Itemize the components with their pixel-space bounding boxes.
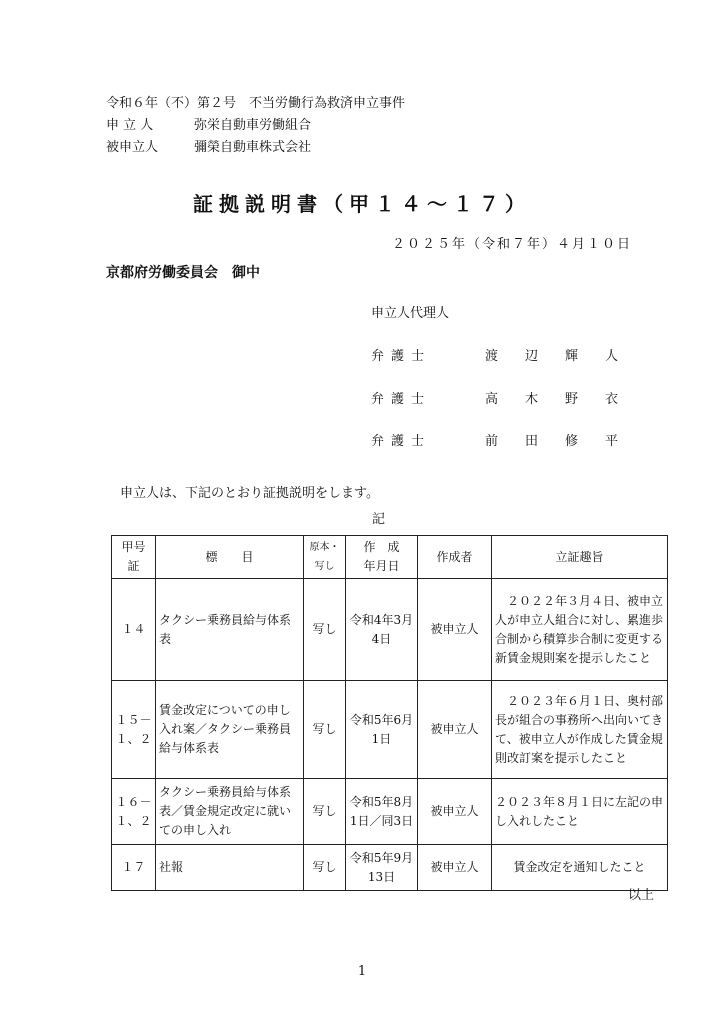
- document-date: ２０２５年（令和７年）４月１０日: [391, 237, 632, 252]
- lawyer-name-char: 修: [565, 434, 579, 449]
- lawyer-name-char: 輝: [565, 349, 579, 364]
- case-title: 令和６年（不）第２号 不当労働行為救済申立事件: [106, 96, 406, 111]
- respondent-name: 彌榮自動車株式会社: [194, 140, 312, 155]
- evidence-title: タクシー乗務員給与体系表／賃金規定改定に就いての申し入れ: [156, 779, 304, 845]
- evidence-table: [111, 535, 668, 891]
- table-row: [112, 779, 668, 845]
- evidence-date: 令和5年8月1日／同3日: [346, 779, 418, 845]
- table-row: [112, 579, 668, 681]
- header-purpose: 立証趣旨: [492, 536, 668, 579]
- header-original: 原本・ 写し: [304, 536, 346, 579]
- lawyer-name-char: 衣: [605, 392, 619, 407]
- evidence-original: 写し: [304, 779, 346, 845]
- petitioner-name: 弥栄自動車労働組合: [194, 118, 312, 133]
- evidence-author: 被申立人: [418, 579, 492, 681]
- closing: 以上: [627, 888, 654, 903]
- lawyer-name-char: 野: [565, 392, 579, 407]
- lawyer-name-char: 辺: [525, 349, 539, 364]
- lawyer-name-char: 田: [525, 434, 539, 449]
- document-title: 証拠説明書（甲１４～１７）: [193, 192, 531, 216]
- lawyer-row: [371, 430, 645, 449]
- header-title: 標 目: [156, 536, 304, 579]
- petitioner-line: [106, 114, 311, 133]
- lawyer-name-char: 前: [485, 434, 499, 449]
- statement: 申立人は、下記のとおり証拠説明をします。: [120, 486, 379, 501]
- evidence-purpose: 賃金改定を通知したこと: [492, 845, 668, 891]
- evidence-date: 令和5年9月13日: [346, 845, 418, 891]
- header-evidence-no: 甲号 証: [112, 536, 156, 579]
- evidence-author: 被申立人: [418, 779, 492, 845]
- evidence-title: 賃金改定についての申し入れ案／タクシー乗務員給与体系表: [156, 681, 304, 779]
- lawyer-name-char: 渡: [485, 349, 499, 364]
- lawyer-row: [371, 388, 645, 407]
- evidence-title: タクシー乗務員給与体系表: [156, 579, 304, 681]
- evidence-title: 社報: [156, 845, 304, 891]
- petitioner-label: 申 立 人: [106, 118, 154, 133]
- table-row: [112, 681, 668, 779]
- evidence-original: 写し: [304, 681, 346, 779]
- evidence-original: 写し: [304, 845, 346, 891]
- evidence-original: 写し: [304, 579, 346, 681]
- lawyer-name-char: 人: [605, 349, 619, 364]
- page-number: 1: [357, 964, 367, 979]
- lawyer-row: [371, 345, 645, 364]
- lawyer-role: 弁護士: [371, 392, 432, 407]
- evidence-no: １６－１、２: [112, 779, 156, 845]
- addressee: 京都府労働委員会 御中: [106, 265, 260, 281]
- evidence-date: 令和5年6月1日: [346, 681, 418, 779]
- evidence-author: 被申立人: [418, 681, 492, 779]
- header-author: 作成者: [418, 536, 492, 579]
- evidence-purpose: ２０２３年６月１日、奥村部長が組合の事務所へ出向いてきて、被申立人が作成した賃金規則改訂案を提示したこと: [492, 681, 668, 779]
- lawyer-name-char: 高: [485, 392, 499, 407]
- case-line: [106, 92, 405, 111]
- ki-marker: 記: [372, 512, 386, 527]
- evidence-no: １５－１、２: [112, 681, 156, 779]
- evidence-purpose: ２０２２年３月４日、被申立人が申立人組合に対し、累進歩合制から積算歩合制に変更する新賃金規則案を提示したこと: [492, 579, 668, 681]
- evidence-no: １７: [112, 845, 156, 891]
- respondent-line: [106, 136, 311, 155]
- agent-title: 申立人代理人: [371, 306, 450, 321]
- lawyer-role: 弁護士: [371, 434, 432, 449]
- header-date: 作 成 年月日: [346, 536, 418, 579]
- table-header-row: [112, 536, 668, 579]
- lawyer-name-char: 平: [605, 434, 619, 449]
- respondent-label: 被申立人: [106, 140, 159, 155]
- evidence-author: 被申立人: [418, 845, 492, 891]
- evidence-date: 令和4年3月4日: [346, 579, 418, 681]
- lawyer-role: 弁護士: [371, 349, 432, 364]
- evidence-no: １４: [112, 579, 156, 681]
- evidence-purpose: ２０２３年８月１日に左記の申し入れしたこと: [492, 779, 668, 845]
- lawyer-name-char: 木: [525, 392, 539, 407]
- table-row: [112, 845, 668, 891]
